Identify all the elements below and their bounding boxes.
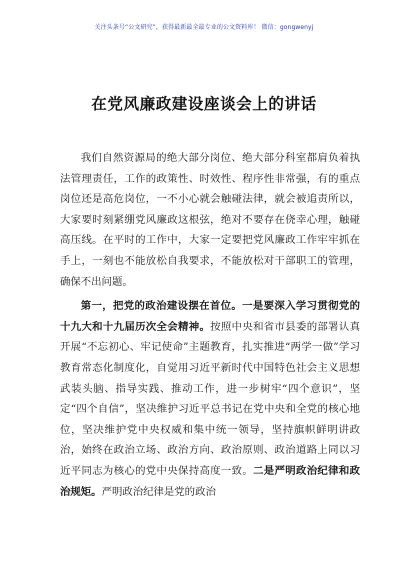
paragraph-2 xyxy=(60,296,360,502)
document-title: 在党风廉政建设座谈会上的讲话 xyxy=(91,95,317,113)
paragraph-2-lead: 第一，把党的政治建设摆在首位。一是要深入学习贯彻党的十九大和十九届历次全会精神。 xyxy=(60,300,360,333)
paragraph-2-text-2: 严明政治纪律是党的政治 xyxy=(101,485,216,498)
document-body xyxy=(60,148,360,502)
paragraph-2-bold-2: 二是严明政治纪律和政治规矩。 xyxy=(60,464,361,498)
paragraph-1: 我们自然资源局的绝大部分岗位、绝大部分科室都肩负着执法管理责任，工作的政策性、时效性、程序性非常强，有的重点岗位还是高危岗位，一不小心就会触碰法律，就会被追责所以，大家要时刻紧绷党风廉政这根弦，绝对不要存在侥幸心理，触碰高压线。在平时的工作中，大家一定要把党风廉政工作牢牢抓在手上，一刻也不能放松自我要求，不能放松对干部职工的管理，确保不出问题。 xyxy=(60,152,360,288)
paragraph-2-text-1: 按照中央和省市县委的部署认真开展“不忘初心、牢记使命”主题教育，扎实推进“两学一做”学习教育常态化制度化，自觉用习近平新时代中国特色社会主义思想武装头脑、指导实践、推动工作，进一步树牢“四个意识”，坚定“四个自信”，坚决维护习近平总书记在党中央和全党的核心地位，坚决维护党中央权威和集中统一领导，坚持旗帜鲜明讲政治，始终在政治立场、政治方向、政治原则、政治道路上同以习近平同志为核心的党中央保持高度一致。 xyxy=(60,320,361,477)
header-note: 关注头条号“公文研究”，获得最新最全最专业的公文资料库！ 微信：gongwenyj xyxy=(94,24,314,31)
